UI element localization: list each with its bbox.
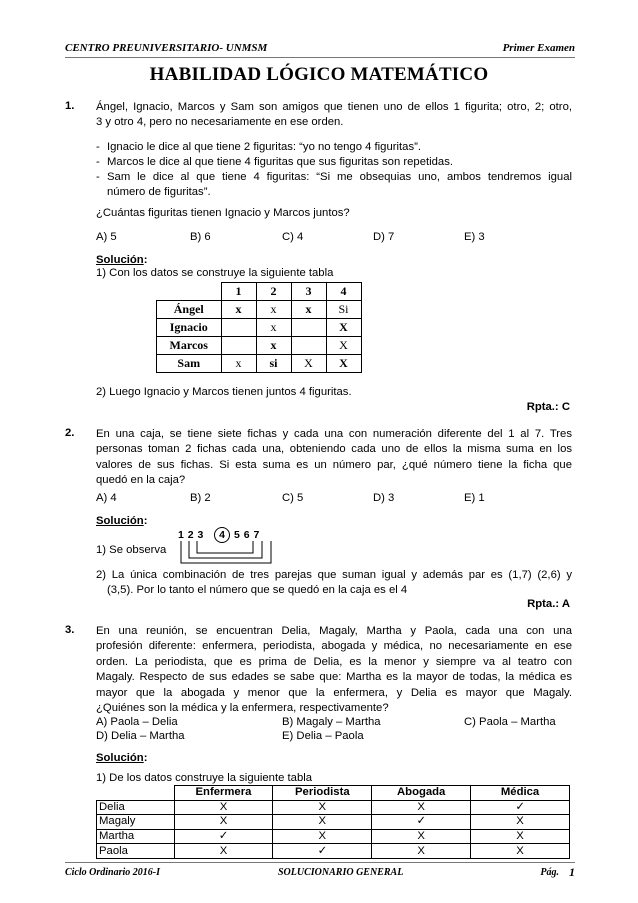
q1-line: Ángel, Ignacio, Marcos y Sam son amigos que tienen uno de ellos 1 figurita; otro, 2; otro, (96, 101, 572, 113)
table-cell: Si (326, 301, 361, 319)
footer-page-label: Pág. (540, 867, 559, 878)
q1-bullet: - Ignacio le dice al que tiene 2 figuritas: “yo no tengo 4 figuritas”. (96, 140, 572, 155)
q3-option-e: E) Delia – Paola (282, 730, 364, 742)
q2-line: quedó en la caja? (96, 474, 186, 487)
q2-option-d: D) 3 (373, 492, 395, 504)
table-row-label: Martha (97, 829, 175, 844)
q3-line: En una reunión, se encuentran Delia, Magaly, Martha y Paola, cada una con una (96, 625, 572, 637)
q1-table (156, 282, 362, 373)
q2-line: En una caja, se tiene siete fichas y cada una con numeración diferente del 1 al 7. Tres (96, 428, 572, 440)
solution-heading: Solución (96, 254, 144, 266)
table-cell (157, 283, 222, 301)
q2-step1: 1) Se observa (96, 544, 167, 556)
q1-option-d: D) 7 (373, 231, 395, 243)
table-header-cell: Abogada (372, 786, 471, 801)
table-header-cell: Enfermera (174, 786, 273, 801)
table-cell (97, 786, 175, 801)
q2-option-b: B) 2 (190, 492, 211, 504)
q2-number: 2. (65, 427, 75, 439)
table-row (97, 829, 570, 844)
q3-option-a: A) Paola – Delia (96, 716, 178, 728)
q2-step2-line: (3,5). Por lo tanto el número que se quedó en la caja es el 4 (107, 584, 408, 597)
table-row-label: Ángel (157, 301, 222, 319)
q1-line: 3 y otro 4, pero no necesariamente en ese orden. (96, 116, 344, 129)
table-header-cell: 1 (221, 283, 256, 301)
q1-step1: 1) Con los datos se construye la siguiente tabla (96, 267, 334, 279)
q1-bullet: - Marcos le dice al que tiene 4 figuritas que sus figuritas son repetidas. (96, 155, 572, 170)
table-cell: X (326, 355, 361, 373)
q2-step2 (96, 568, 572, 599)
q1-number: 1. (65, 100, 75, 112)
table-row (97, 800, 570, 815)
table-row (157, 337, 362, 355)
table-cell: si (256, 355, 291, 373)
table-header-cell: Médica (471, 786, 570, 801)
table-row (157, 301, 362, 319)
table-cell: X (372, 829, 471, 844)
q1-bullet-text: Ignacio le dice al que tiene 2 figuritas: “yo no tengo 4 figuritas”. (107, 141, 421, 153)
circled-number: 4 (214, 527, 230, 543)
footer-cycle: Ciclo Ordinario 2016-I (65, 867, 161, 878)
sequence-right: 5 6 7 (234, 529, 260, 541)
footer-center: SOLUCIONARIO GENERAL (278, 867, 404, 878)
q1-solution-label: Solución: (96, 254, 148, 266)
table-row (157, 319, 362, 337)
q3-option-b: B) Magaly – Martha (282, 716, 381, 728)
header-institution: CENTRO PREUNIVERSITARIO- UNMSM (65, 42, 268, 54)
table-row (157, 283, 362, 301)
q3-line: orden. La periodista, que es prima de Delia, es la menor y siempre va al teatro con (96, 655, 572, 668)
q1-option-c: C) 4 (282, 231, 304, 243)
solution-heading: Solución (96, 515, 144, 527)
table-cell: x (221, 355, 256, 373)
table-header-cell: Periodista (273, 786, 372, 801)
table-row (97, 844, 570, 859)
header-rule (65, 57, 575, 58)
table-header-cell: 3 (291, 283, 326, 301)
table-cell: X (174, 844, 273, 859)
q1-bullet-text: número de figuritas”. (107, 186, 211, 199)
table-row (157, 355, 362, 373)
table-cell: X (471, 829, 570, 844)
q2-line: valores de sus fichas. Si esta suma es un número par, ¿qué número tiene la ficha que (96, 458, 572, 471)
table-cell (221, 337, 256, 355)
q3-line: ¿Quiénes son la médica y la enfermera, respectivamente? (96, 702, 389, 715)
table-cell: ✓ (174, 829, 273, 844)
q3-number: 3. (65, 624, 75, 636)
pairing-diagram (178, 529, 278, 565)
pairing-brackets (178, 541, 278, 565)
q1-option-b: B) 6 (190, 231, 211, 243)
table-cell: ✓ (372, 815, 471, 830)
table-header-cell: 2 (256, 283, 291, 301)
q3-line: Magaly. Respecto de sus edades se sabe que: Martha es la mayor de todas, la médica es (96, 671, 572, 684)
table-cell: X (273, 815, 372, 830)
solution-heading: Solución (96, 752, 144, 764)
page-number: 1 (569, 865, 575, 879)
table-cell: x (256, 319, 291, 337)
table-cell: X (471, 815, 570, 830)
footer-rule (65, 862, 575, 863)
table-row (97, 815, 570, 830)
q1-answer: Rpta.: C (526, 401, 570, 413)
q3-option-d: D) Delia – Martha (96, 730, 185, 742)
q3-statement (96, 624, 572, 716)
table-cell: ✓ (273, 844, 372, 859)
q3-step1: 1) De los datos construye la siguiente tabla (96, 772, 313, 784)
table-cell (291, 337, 326, 355)
q2-line: personas toman 2 fichas cada una, obteniendo cada uno de ellos la misma suma en los (96, 443, 572, 456)
table-cell: X (471, 844, 570, 859)
table-cell: X (372, 800, 471, 815)
q1-option-a: A) 5 (96, 231, 117, 243)
q3-table (96, 785, 570, 859)
table-row-label: Sam (157, 355, 222, 373)
table-row-label: Magaly (97, 815, 175, 830)
table-cell (291, 319, 326, 337)
table-cell: x (221, 301, 256, 319)
header-exam: Primer Examen (502, 42, 575, 54)
q1-step2: 2) Luego Ignacio y Marcos tienen juntos 4 figuritas. (96, 386, 352, 398)
table-row-label: Paola (97, 844, 175, 859)
q3-solution-label: Solución: (96, 752, 148, 764)
table-row (97, 786, 570, 801)
table-cell: x (256, 337, 291, 355)
q1-bullet-text: Marcos le dice al que tiene 4 figuritas que sus figuritas son repetidas. (107, 156, 454, 168)
table-cell: X (273, 800, 372, 815)
table-row-label: Marcos (157, 337, 222, 355)
table-cell: X (326, 337, 361, 355)
q1-statement (96, 100, 572, 131)
q3-line: profesión diferente: enfermera, periodista, abogada y médica, no necesariamente en ese (96, 640, 572, 653)
q2-statement (96, 427, 572, 489)
table-cell: x (291, 301, 326, 319)
q1-option-e: E) 3 (464, 231, 485, 243)
q2-option-c: C) 5 (282, 492, 304, 504)
table-cell: X (273, 829, 372, 844)
table-row-label: Ignacio (157, 319, 222, 337)
sequence-left: 1 2 3 (178, 529, 204, 541)
table-cell: X (174, 800, 273, 815)
table-cell (221, 319, 256, 337)
table-cell: X (174, 815, 273, 830)
table-cell: x (256, 301, 291, 319)
table-cell: ✓ (471, 800, 570, 815)
q2-option-a: A) 4 (96, 492, 117, 504)
q2-answer: Rpta.: A (527, 598, 570, 610)
table-cell: X (291, 355, 326, 373)
q1-bullet: - Sam le dice al que tiene 4 figuritas: “Si me obsequias uno, ambos tendremos igual número de figuritas”. (96, 170, 572, 201)
q3-option-c: C) Paola – Martha (464, 716, 556, 728)
page-title: HABILIDAD LÓGICO MATEMÁTICO (149, 64, 489, 85)
q3-line: mayor que la abogada y menor que la enfermera, y Delia es mayor que Magaly. (96, 686, 572, 699)
q1-bullet-text: Sam le dice al que tiene 4 figuritas: “Si me obsequias uno, ambos tendremos igual (107, 171, 572, 183)
table-cell: X (326, 319, 361, 337)
page-header (65, 42, 575, 56)
q2-option-e: E) 1 (464, 492, 485, 504)
q2-step2-line: 2) La única combinación de tres parejas que suman igual y además par es (1,7) (2,6) y (96, 569, 572, 581)
table-cell: X (372, 844, 471, 859)
q1-question: ¿Cuántas figuritas tienen Ignacio y Marcos juntos? (96, 207, 350, 219)
page-footer (65, 867, 575, 881)
q2-solution-label: Solución: (96, 515, 148, 527)
table-header-cell: 4 (326, 283, 361, 301)
table-row-label: Delia (97, 800, 175, 815)
